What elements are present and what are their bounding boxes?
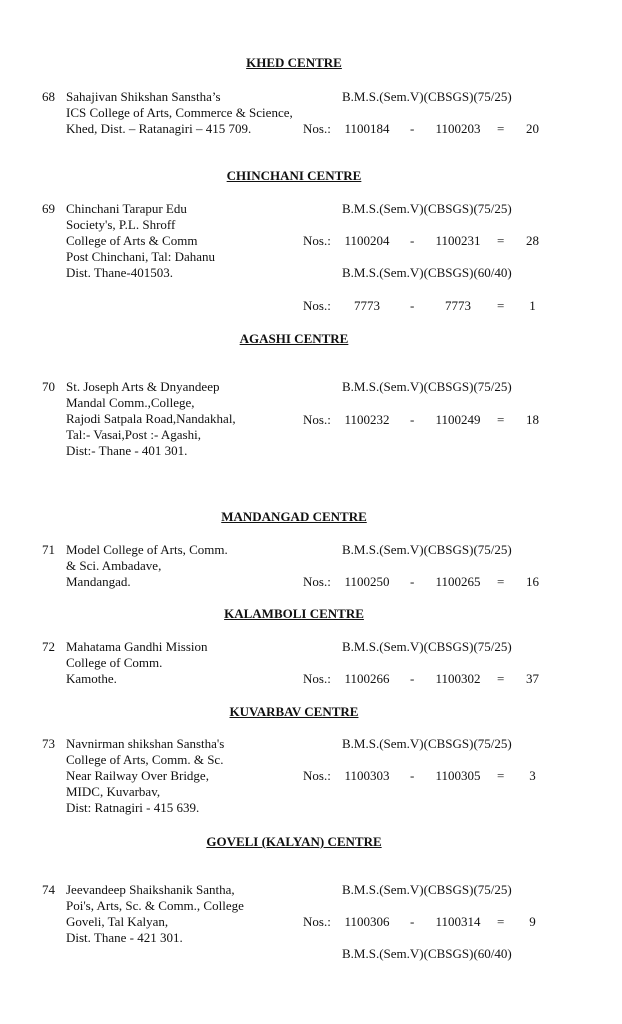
centre-heading-chinchani: CHINCHANI CENTRE — [226, 168, 362, 183]
centre-heading-agashi: AGASHI CENTRE — [239, 331, 349, 346]
serial-number: 73 — [42, 736, 55, 751]
program-label: B.M.S.(Sem.V)(CBSGS)(60/40) — [342, 265, 512, 280]
centre-heading-khed: KHED CENTRE — [246, 55, 342, 70]
student-count: 20 — [526, 121, 539, 136]
student-count: 28 — [526, 233, 539, 248]
address-line: Mandal Comm.,College, — [66, 395, 195, 410]
serial-number: 74 — [42, 882, 55, 897]
seat-to: 1100314 — [435, 914, 481, 929]
seat-from: 1100306 — [344, 914, 390, 929]
student-count: 3 — [529, 768, 536, 783]
seat-from: 7773 — [354, 298, 380, 313]
nos-label: Nos.: — [303, 233, 331, 248]
range-dash: - — [410, 233, 415, 248]
address-line: Goveli, Tal Kalyan, — [66, 914, 169, 929]
seat-to: 7773 — [445, 298, 471, 313]
college-address — [66, 542, 228, 590]
address-line: Tal:- Vasai,Post :- Agashi, — [66, 427, 201, 442]
college-address — [66, 882, 244, 946]
nos-label: Nos.: — [303, 298, 331, 313]
seat-from: 1100303 — [344, 768, 390, 783]
college-address — [66, 201, 215, 281]
serial-number: 68 — [42, 89, 55, 104]
address-line: Dist:- Thane - 401 301. — [66, 443, 188, 458]
seat-from: 1100204 — [344, 233, 390, 248]
equals-sign: = — [497, 914, 505, 929]
centre-heading-kalamboli: KALAMBOLI CENTRE — [224, 606, 364, 621]
serial-number: 70 — [42, 379, 55, 394]
address-line: Mahatama Gandhi Mission — [66, 639, 208, 654]
address-line: Society's, P.L. Shroff — [66, 217, 176, 232]
nos-label: Nos.: — [303, 412, 331, 427]
centre-heading-kuvarbav: KUVARBAV CENTRE — [229, 704, 359, 719]
serial-number: 72 — [42, 639, 55, 654]
student-count: 18 — [526, 412, 539, 427]
seat-to: 1100231 — [435, 233, 481, 248]
address-line: ICS College of Arts, Commerce & Science, — [66, 105, 293, 120]
address-line: Sahajivan Shikshan Sanstha’s — [66, 89, 221, 104]
range-dash: - — [410, 298, 415, 313]
student-count: 1 — [529, 298, 536, 313]
address-line: Post Chinchani, Tal: Dahanu — [66, 249, 216, 264]
college-address — [66, 89, 293, 137]
seat-from: 1100232 — [344, 412, 390, 427]
college-address — [66, 379, 236, 459]
program-label: B.M.S.(Sem.V)(CBSGS)(75/25) — [342, 379, 512, 394]
seat-to: 1100302 — [435, 671, 481, 686]
program-label: B.M.S.(Sem.V)(CBSGS)(75/25) — [342, 542, 512, 557]
program-label: B.M.S.(Sem.V)(CBSGS)(75/25) — [342, 736, 512, 751]
equals-sign: = — [497, 768, 505, 783]
address-line: College of Arts, Comm. & Sc. — [66, 752, 224, 767]
centre-heading-mandangad: MANDANGAD CENTRE — [221, 509, 367, 524]
address-line: St. Joseph Arts & Dnyandeep — [66, 379, 220, 394]
range-dash: - — [410, 412, 415, 427]
address-line: College of Arts & Comm — [66, 233, 198, 248]
equals-sign: = — [497, 412, 505, 427]
program-label: B.M.S.(Sem.V)(CBSGS)(75/25) — [342, 89, 512, 104]
centre-heading-goveli-kalyan: GOVELI (KALYAN) CENTRE — [206, 834, 382, 849]
range-dash: - — [410, 768, 415, 783]
serial-number: 69 — [42, 201, 55, 216]
seat-to: 1100203 — [435, 121, 481, 136]
address-line: Mandangad. — [66, 574, 131, 589]
nos-label: Nos.: — [303, 574, 331, 589]
address-line: Khed, Dist. – Ratanagiri – 415 709. — [66, 121, 252, 136]
equals-sign: = — [497, 233, 505, 248]
program-label: B.M.S.(Sem.V)(CBSGS)(75/25) — [342, 201, 512, 216]
address-line: Kamothe. — [66, 671, 117, 686]
serial-number: 71 — [42, 542, 55, 557]
address-line: & Sci. Ambadave, — [66, 558, 162, 573]
nos-label: Nos.: — [303, 768, 331, 783]
student-count: 16 — [526, 574, 539, 589]
address-line: Dist: Ratnagiri - 415 639. — [66, 800, 200, 815]
program-label: B.M.S.(Sem.V)(CBSGS)(60/40) — [342, 946, 512, 961]
address-line: Poi's, Arts, Sc. & Comm., College — [66, 898, 244, 913]
address-line: Model College of Arts, Comm. — [66, 542, 228, 557]
range-dash: - — [410, 574, 415, 589]
range-dash: - — [410, 914, 415, 929]
address-line: MIDC, Kuvarbav, — [66, 784, 161, 799]
address-line: Jeevandeep Shaikshanik Santha, — [66, 882, 235, 897]
nos-label: Nos.: — [303, 914, 331, 929]
seat-to: 1100265 — [435, 574, 481, 589]
address-line: Dist. Thane - 421 301. — [66, 930, 183, 945]
program-label: B.M.S.(Sem.V)(CBSGS)(75/25) — [342, 882, 512, 897]
equals-sign: = — [497, 574, 505, 589]
equals-sign: = — [497, 298, 505, 313]
student-count: 9 — [529, 914, 536, 929]
equals-sign: = — [497, 671, 505, 686]
address-line: Chinchani Tarapur Edu — [66, 201, 187, 216]
equals-sign: = — [497, 121, 505, 136]
address-line: Navnirman shikshan Sanstha's — [66, 736, 225, 751]
seat-from: 1100266 — [344, 671, 390, 686]
range-dash: - — [410, 671, 415, 686]
nos-label: Nos.: — [303, 671, 331, 686]
seat-to: 1100249 — [435, 412, 481, 427]
address-line: College of Comm. — [66, 655, 163, 670]
program-label: B.M.S.(Sem.V)(CBSGS)(75/25) — [342, 639, 512, 654]
student-count: 37 — [526, 671, 539, 686]
address-line: Rajodi Satpala Road,Nandakhal, — [66, 411, 236, 426]
address-line: Dist. Thane-401503. — [66, 265, 173, 280]
seat-from: 1100250 — [344, 574, 390, 589]
college-address — [66, 639, 208, 687]
seat-to: 1100305 — [435, 768, 481, 783]
college-address — [66, 736, 224, 816]
seat-from: 1100184 — [344, 121, 390, 136]
range-dash: - — [410, 121, 415, 136]
nos-label: Nos.: — [303, 121, 331, 136]
address-line: Near Railway Over Bridge, — [66, 768, 209, 783]
